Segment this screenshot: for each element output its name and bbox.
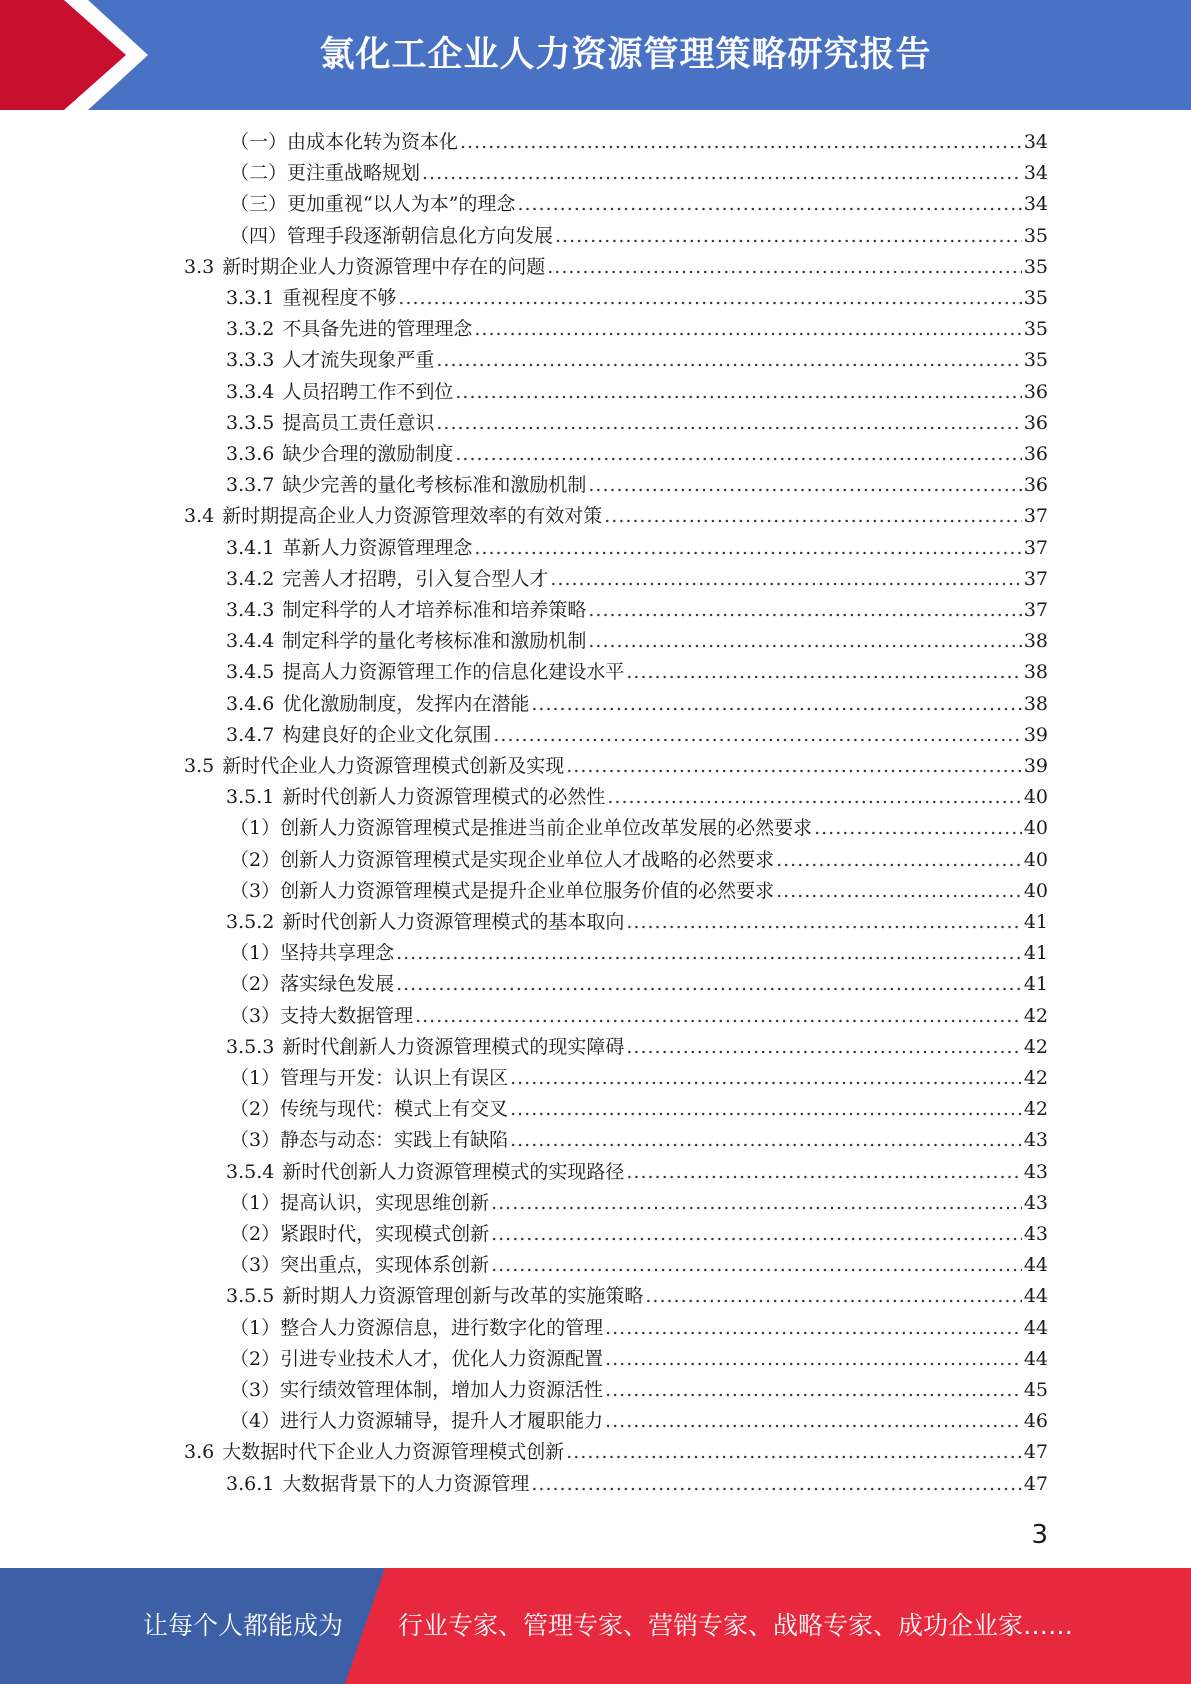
toc-entry-page: 44	[1023, 1316, 1048, 1339]
toc-entry-title: 大数据时代下企业人力资源管理模式创新	[222, 1441, 565, 1464]
toc-entry[interactable]	[226, 564, 1048, 595]
toc-entry[interactable]	[226, 1281, 1048, 1312]
toc-entry-title: 新时期人力资源管理创新与改革的实施策略	[282, 1285, 644, 1308]
toc-dot-leader	[814, 813, 1022, 844]
toc-entry-page: 39	[1023, 755, 1048, 777]
toc-dot-leader	[605, 1313, 1022, 1344]
toc-dot-leader	[517, 189, 1021, 220]
toc-entry[interactable]	[184, 501, 1048, 532]
toc-dot-leader	[547, 252, 1022, 283]
toc-dot-leader	[626, 657, 1021, 688]
toc-entry-number: 3.5.4	[226, 1160, 275, 1183]
toc-entry-title: （3）支持大数据管理	[230, 1004, 414, 1027]
toc-dot-leader	[588, 626, 1021, 657]
toc-entry-title: 缺少完善的量化考核标准和激励机制	[282, 474, 587, 497]
toc-entry[interactable]	[226, 907, 1048, 938]
toc-entry-page: 36	[1023, 474, 1048, 497]
toc-entry-page: 36	[1023, 443, 1048, 465]
toc-entry[interactable]	[230, 845, 1048, 876]
toc-dot-leader	[474, 314, 1021, 345]
footer-banner	[0, 1568, 1191, 1684]
toc-entry-page: 44	[1023, 1254, 1048, 1277]
toc-entry-number: 3.5.1	[226, 786, 275, 809]
toc-entry[interactable]	[230, 1344, 1048, 1375]
toc-dot-leader	[531, 689, 1021, 720]
toc-entry-page: 34	[1023, 131, 1048, 153]
toc-entry-title: 人员招聘工作不到位	[282, 380, 454, 403]
toc-entry-title: （1）坚持共享理念	[230, 942, 395, 965]
toc-dot-leader	[460, 127, 1022, 158]
toc-entry-title: 提高员工责任意识	[282, 411, 435, 434]
toc-entry-number: 3.3.3	[226, 349, 275, 372]
toc-entry-title: 新时代创新人力资源管理模式的基本取向	[282, 911, 625, 933]
toc-entry-number: 3.4	[184, 505, 215, 528]
toc-entry-page: 35	[1023, 224, 1048, 247]
toc-entry-title: （3）突出重点，实现体系创新	[230, 1254, 490, 1277]
toc-dot-leader	[510, 1125, 1022, 1156]
toc-dot-leader	[531, 1469, 1021, 1500]
toc-entry-page: 40	[1023, 848, 1048, 871]
toc-dot-leader	[645, 1281, 1021, 1312]
toc-entry-page: 36	[1023, 411, 1048, 434]
toc-entry-number: 3.3.1	[226, 287, 275, 309]
toc-dot-leader	[396, 938, 1022, 969]
toc-entry-title: （3）静态与动态：实践上有缺陷	[230, 1129, 509, 1152]
toc-entry-title: 新时代创新人力资源管理模式的实现路径	[282, 1160, 625, 1183]
toc-entry-number: 3.5.3	[226, 1035, 275, 1058]
toc-entry[interactable]	[226, 657, 1048, 688]
toc-dot-leader	[491, 1250, 1022, 1281]
toc-dot-leader	[415, 1001, 1022, 1032]
toc-entry[interactable]	[226, 626, 1048, 657]
toc-entry-number: 3.4.2	[226, 567, 275, 590]
toc-entry[interactable]	[230, 1125, 1048, 1156]
toc-entry-title: （3）创新人力资源管理模式是提升企业单位服务价值的必然要求	[230, 879, 775, 902]
toc-entry-page: 42	[1023, 1067, 1048, 1089]
toc-entry[interactable]	[230, 1188, 1048, 1219]
toc-entry-page: 40	[1023, 786, 1048, 809]
toc-entry-page: 35	[1023, 318, 1048, 341]
toc-entry-title: 构建良好的企业文化氛围	[282, 723, 492, 746]
toc-entry[interactable]	[184, 751, 1048, 782]
toc-entry-page: 41	[1023, 942, 1048, 965]
footer-slogan-right: 行业专家、管理专家、营销专家、战略专家、成功企业家……	[398, 1611, 1074, 1640]
toc-entry[interactable]	[230, 1219, 1048, 1250]
toc-entry-number: 3.6.1	[226, 1472, 275, 1495]
toc-entry-number: 3.4.5	[226, 661, 275, 684]
toc-entry-number: 3.3.2	[226, 318, 275, 341]
toc-entry[interactable]	[230, 189, 1048, 220]
toc-entry-title: 优化激励制度，发挥内在潜能	[282, 692, 530, 715]
toc-entry-title: 新时代創新人力资源管理模式的现实障碍	[282, 1035, 625, 1058]
toc-entry-page: 43	[1023, 1160, 1048, 1183]
toc-dot-leader	[555, 221, 1022, 252]
toc-entry[interactable]	[226, 1157, 1048, 1188]
toc-entry-title: （2）创新人力资源管理模式是实现企业单位人才战略的必然要求	[230, 848, 775, 871]
toc-entry-page: 40	[1023, 817, 1048, 840]
toc-dot-leader	[605, 1406, 1022, 1437]
toc-entry[interactable]	[230, 1094, 1048, 1125]
toc-entry-page: 37	[1023, 599, 1048, 621]
toc-entry-number: 3.3.4	[226, 380, 275, 403]
toc-entry-number: 3.4.7	[226, 723, 275, 746]
toc-dot-leader	[398, 283, 1021, 314]
toc-entry-page: 38	[1023, 661, 1048, 684]
toc-entry-title: （2）传统与现代：模式上有交叉	[230, 1098, 509, 1121]
toc-entry-title: （3）实行绩效管理体制，增加人力资源活性	[230, 1379, 604, 1401]
toc-entry[interactable]	[226, 1032, 1048, 1063]
footer-slogan-left: 让每个人都能成为	[143, 1611, 344, 1640]
toc-dot-leader	[455, 377, 1021, 408]
toc-entry-page: 47	[1023, 1441, 1048, 1464]
toc-entry-page: 43	[1023, 1191, 1048, 1214]
toc-entry-title: 提高人力资源管理工作的信息化建设水平	[282, 661, 625, 684]
toc-entry[interactable]	[184, 1437, 1048, 1468]
toc-dot-leader	[776, 845, 1022, 876]
toc-dot-leader	[588, 470, 1021, 501]
toc-entry-number: 3.5.5	[226, 1285, 275, 1308]
toc-dot-leader	[436, 408, 1021, 439]
toc-entry[interactable]	[226, 439, 1048, 470]
toc-entry-page: 43	[1023, 1223, 1048, 1245]
toc-dot-leader	[605, 1344, 1022, 1375]
toc-entry[interactable]	[230, 1375, 1048, 1406]
toc-entry-page: 35	[1023, 287, 1048, 309]
toc-dot-leader	[566, 1437, 1022, 1468]
toc-entry[interactable]	[226, 782, 1048, 813]
toc-entry[interactable]	[226, 595, 1048, 626]
toc-entry-page: 37	[1023, 536, 1048, 559]
toc-dot-leader	[605, 1375, 1022, 1406]
toc-dot-leader	[626, 1157, 1021, 1188]
toc-dot-leader	[436, 345, 1021, 376]
toc-entry-page: 40	[1023, 879, 1048, 902]
toc-entry[interactable]	[230, 969, 1048, 1000]
toc-entry-number: 3.3.5	[226, 411, 275, 434]
toc-entry-title: 新时期提高企业人力资源管理效率的有效对策	[222, 505, 603, 528]
toc-entry[interactable]	[184, 252, 1048, 283]
toc-entry-page: 38	[1023, 692, 1048, 715]
toc-entry-title: 重视程度不够	[282, 287, 397, 309]
toc-dot-leader	[474, 533, 1021, 564]
toc-entry-number: 3.6	[184, 1441, 215, 1464]
toc-entry-page: 35	[1023, 349, 1048, 372]
toc-entry[interactable]	[230, 1063, 1048, 1094]
toc-dot-leader	[491, 1219, 1022, 1250]
toc-entry[interactable]	[226, 533, 1048, 564]
toc-entry-page: 47	[1023, 1472, 1048, 1495]
toc-dot-leader	[607, 782, 1021, 813]
toc-entry[interactable]	[230, 221, 1048, 252]
toc-entry[interactable]	[226, 1469, 1048, 1500]
header-banner	[0, 0, 1191, 110]
toc-entry-title: （1）管理与开发：认识上有误区	[230, 1067, 509, 1089]
toc-entry-page: 35	[1023, 255, 1048, 278]
toc-dot-leader	[491, 1188, 1022, 1219]
toc-entry-page: 45	[1023, 1379, 1048, 1401]
toc-entry-title: 制定科学的量化考核标准和激励机制	[282, 630, 587, 653]
toc-entry[interactable]	[226, 689, 1048, 720]
toc-dot-leader	[422, 158, 1022, 189]
toc-entry-title: 不具备先进的管理理念	[282, 318, 473, 341]
toc-entry[interactable]	[226, 314, 1048, 345]
toc-entry-number: 3.3.7	[226, 474, 275, 497]
toc-entry-title: 人才流失现象严重	[282, 349, 435, 372]
toc-entry[interactable]	[226, 470, 1048, 501]
toc-dot-leader	[396, 969, 1022, 1000]
toc-entry-number: 3.4.6	[226, 692, 275, 715]
toc-entry-number: 3.4.3	[226, 599, 275, 621]
toc-entry-page: 37	[1023, 505, 1048, 528]
toc-entry-page: 44	[1023, 1285, 1048, 1308]
toc-entry-number: 3.4.4	[226, 630, 275, 653]
toc-dot-leader	[510, 1094, 1022, 1125]
toc-entry-number: 3.3	[184, 255, 215, 278]
toc-entry-number: 3.4.1	[226, 536, 275, 559]
toc-entry-title: （四）管理手段逐渐朝信息化方向发展	[230, 224, 554, 247]
toc-entry-title: （二）更注重战略规划	[230, 162, 421, 185]
toc-entry[interactable]	[226, 283, 1048, 314]
toc-entry-title: （2）紧跟时代，实现模式创新	[230, 1223, 490, 1245]
toc-entry-title: 新时代创新人力资源管理模式的必然性	[282, 786, 606, 809]
toc-entry[interactable]	[230, 876, 1048, 907]
page-number: 3	[1031, 1520, 1048, 1550]
toc-dot-leader	[626, 907, 1021, 938]
toc-dot-leader	[626, 1032, 1021, 1063]
toc-entry-page: 46	[1023, 1410, 1048, 1433]
toc-entry-page: 37	[1023, 567, 1048, 590]
toc-entry-page: 34	[1023, 193, 1048, 216]
toc-entry-title: （2）引进专业技术人才，优化人力资源配置	[230, 1347, 604, 1370]
toc-entry[interactable]	[226, 408, 1048, 439]
toc-entry-title: （4）进行人力资源辅导，提升人才履职能力	[230, 1410, 604, 1433]
toc-entry[interactable]	[230, 158, 1048, 189]
toc-dot-leader	[550, 564, 1021, 595]
toc-entry-page: 42	[1023, 1004, 1048, 1027]
toc-entry-title: 新时代企业人力资源管理模式创新及实现	[222, 755, 565, 777]
toc-entry-page: 41	[1023, 911, 1048, 933]
toc-entry[interactable]	[226, 720, 1048, 751]
document-title: 氯化工企业人力资源管理策略研究报告	[319, 35, 932, 75]
toc-dot-leader	[604, 501, 1022, 532]
toc-entry[interactable]	[226, 345, 1048, 376]
toc-entry-title: （一）由成本化转为资本化	[230, 131, 459, 153]
toc-entry[interactable]	[230, 1250, 1048, 1281]
toc-entry-title: （1）提高认识，实现思维创新	[230, 1191, 490, 1214]
toc-entry-title: 缺少合理的激励制度	[282, 443, 454, 465]
toc-entry-title: （1）创新人力资源管理模式是推进当前企业单位改革发展的必然要求	[230, 817, 813, 840]
toc-entry[interactable]	[230, 1313, 1048, 1344]
toc-entry-title: （1）整合人力资源信息，进行数字化的管理	[230, 1316, 604, 1339]
toc-dot-leader	[510, 1063, 1022, 1094]
toc-entry-page: 42	[1023, 1035, 1048, 1058]
toc-entry-title: 大数据背景下的人力资源管理	[282, 1472, 530, 1495]
toc-dot-leader	[776, 876, 1022, 907]
toc-entry[interactable]	[230, 1001, 1048, 1032]
toc-entry-page: 44	[1023, 1347, 1048, 1370]
toc-dot-leader	[493, 720, 1021, 751]
toc-entry-title: （三）更加重视“以人为本”的理念	[230, 193, 516, 216]
toc-entry[interactable]	[230, 813, 1048, 844]
toc-entry-title: 制定科学的人才培养标准和培养策略	[282, 599, 587, 621]
toc-entry-number: 3.3.6	[226, 443, 275, 465]
toc-entry-page: 39	[1023, 723, 1048, 746]
toc-entry-title: 完善人才招聘，引入复合型人才	[282, 567, 549, 590]
toc-entry-title: （2）落实绿色发展	[230, 973, 395, 996]
toc-entry-page: 34	[1023, 162, 1048, 185]
toc-dot-leader	[588, 595, 1021, 626]
toc-entry-title: 新时期企业人力资源管理中存在的问题	[222, 255, 546, 278]
toc-entry-page: 43	[1023, 1129, 1048, 1152]
toc-entry[interactable]	[226, 377, 1048, 408]
toc-entry[interactable]	[230, 1406, 1048, 1437]
toc-entry[interactable]	[230, 127, 1048, 158]
toc-dot-leader	[455, 439, 1021, 470]
toc-entry-number: 3.5	[184, 755, 215, 777]
toc-entry-page: 41	[1023, 973, 1048, 996]
toc-entry-number: 3.5.2	[226, 911, 275, 933]
toc-entry-page: 38	[1023, 630, 1048, 653]
toc-dot-leader	[566, 751, 1022, 782]
toc-entry-page: 36	[1023, 380, 1048, 403]
toc-entry[interactable]	[230, 938, 1048, 969]
toc-entry-page: 42	[1023, 1098, 1048, 1121]
toc-entry-title: 革新人力资源管理理念	[282, 536, 473, 559]
